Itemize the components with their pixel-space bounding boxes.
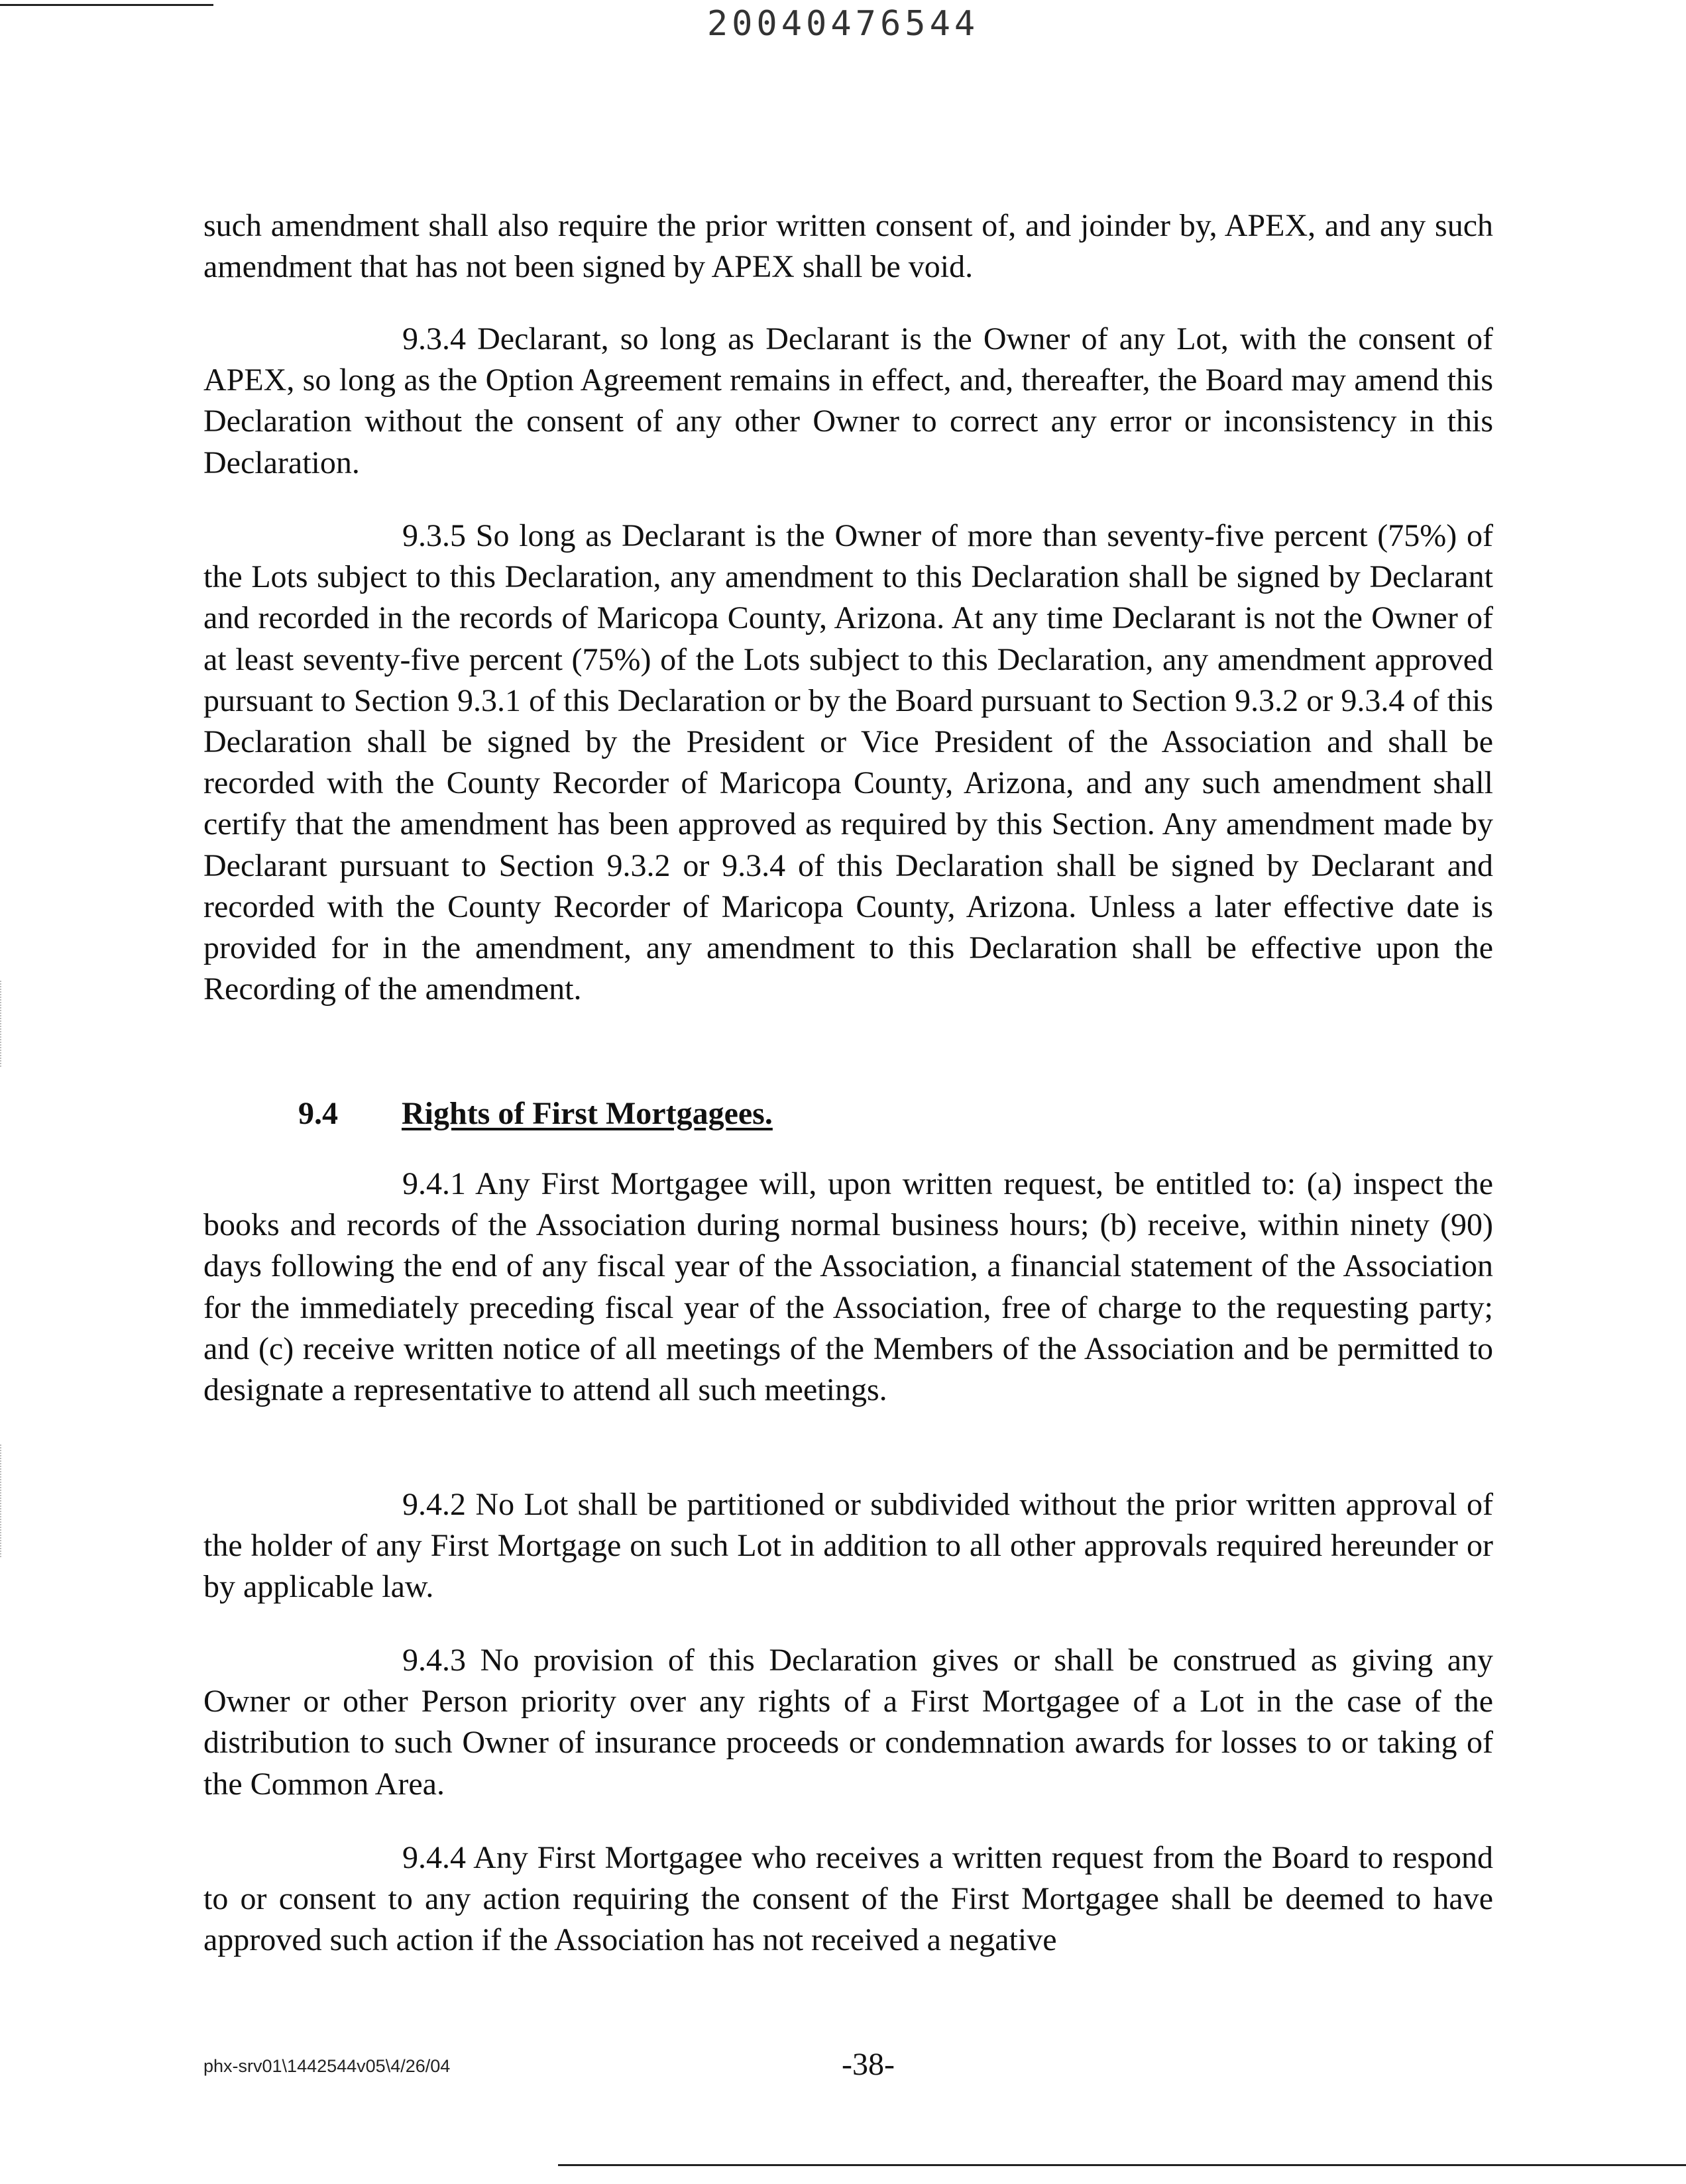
paragraph-9-4-1: 9.4.1 Any First Mortgagee will, upon written request, be entitled to: (a) inspect the books and records of the Association during normal business hours; (b) receive, within ninety (90) days following the end of any fiscal year of the Association, a financial statement of the Association for the immediately preceding fiscal year of the Association, free of charge to the requesting party; and (c) receive written notice of all meetings of the Members of the Association and be permitted to designate a representative to attend all such meetings. [203, 1166, 1493, 1408]
scan-edge-marks [0, 1445, 4, 1557]
continuation-paragraph: such amendment shall also require the prior written consent of, and joinder by, APEX, and any such amendment that has not been signed by APEX shall be void. [203, 208, 1493, 285]
paragraph-9-4-3: 9.4.3 No provision of this Declaration gives or shall be construed as giving any Owner or other Person priority over any rights of a First Mortgagee of a Lot in the case of the distribution to such Owner of insurance proceeds or condemnation awards for losses to or taking of the Common Area. [203, 1643, 1493, 1802]
paragraph-9-4-4: 9.4.4 Any First Mortgagee who receives a written request from the Board to respond to or consent to any action requiring the consent of the First Mortgagee shall be deemed to have approved such action if the Association has not received a negative [203, 1840, 1493, 1958]
scan-edge-marks [0, 981, 4, 1067]
section-title: Rights of First Mortgagees. [402, 1096, 773, 1131]
paragraph-9-3-4: 9.3.4 Declarant, so long as Declarant is the Owner of any Lot, with the consent of APEX, so long as the Option Agreement remains in effect, and, thereafter, the Board may amend this Declaration without the consent of any other Owner to correct any error or inconsistency in this Declaration. [203, 321, 1493, 480]
bottom-scan-rule [558, 2164, 1686, 2166]
document-number: 20040476544 [706, 4, 980, 44]
section-number: 9.4 [298, 1096, 338, 1131]
footer-file-id: phx-srv01\1442544v05\4/26/04 [203, 2056, 451, 2076]
paragraph-9-4-2: 9.4.2 No Lot shall be partitioned or subdivided without the prior written approval of the holder of any First Mortgage on such Lot in addition to all other approvals required hereunder or by applicable law. [203, 1487, 1493, 1605]
paragraph-9-3-5: 9.3.5 So long as Declarant is the Owner of more than seventy-five percent (75%) of the Lots subject to this Declaration, any amendment to this Declaration shall be signed by Declarant and recorded in the records of Maricopa County, Arizona. At any time Declarant is not the Owner of at least seventy-five percent (75%) of the Lots subject to this Declaration, any amendment approved pursuant to Section 9.3.1 of this Declaration or by the Board pursuant to Section 9.3.2 or 9.3.4 of this Declaration shall be signed by the President or Vice President of the Association and shall be recorded with the County Recorder of Maricopa County, Arizona, and any such amendment shall certify that the amendment has been approved as required by this Section. Any amendment made by Declarant pursuant to Section 9.3.2 or 9.3.4 of this Declaration shall be signed by Declarant and recorded with the County Recorder of Maricopa County, Arizona. Unless a later effective date is provided for in the amendment, any amendment to this Declaration shall be effective upon the Recording of the amendment. [203, 518, 1493, 1007]
page-number: -38- [842, 2047, 895, 2082]
section-heading-9-4 [298, 1093, 773, 1134]
